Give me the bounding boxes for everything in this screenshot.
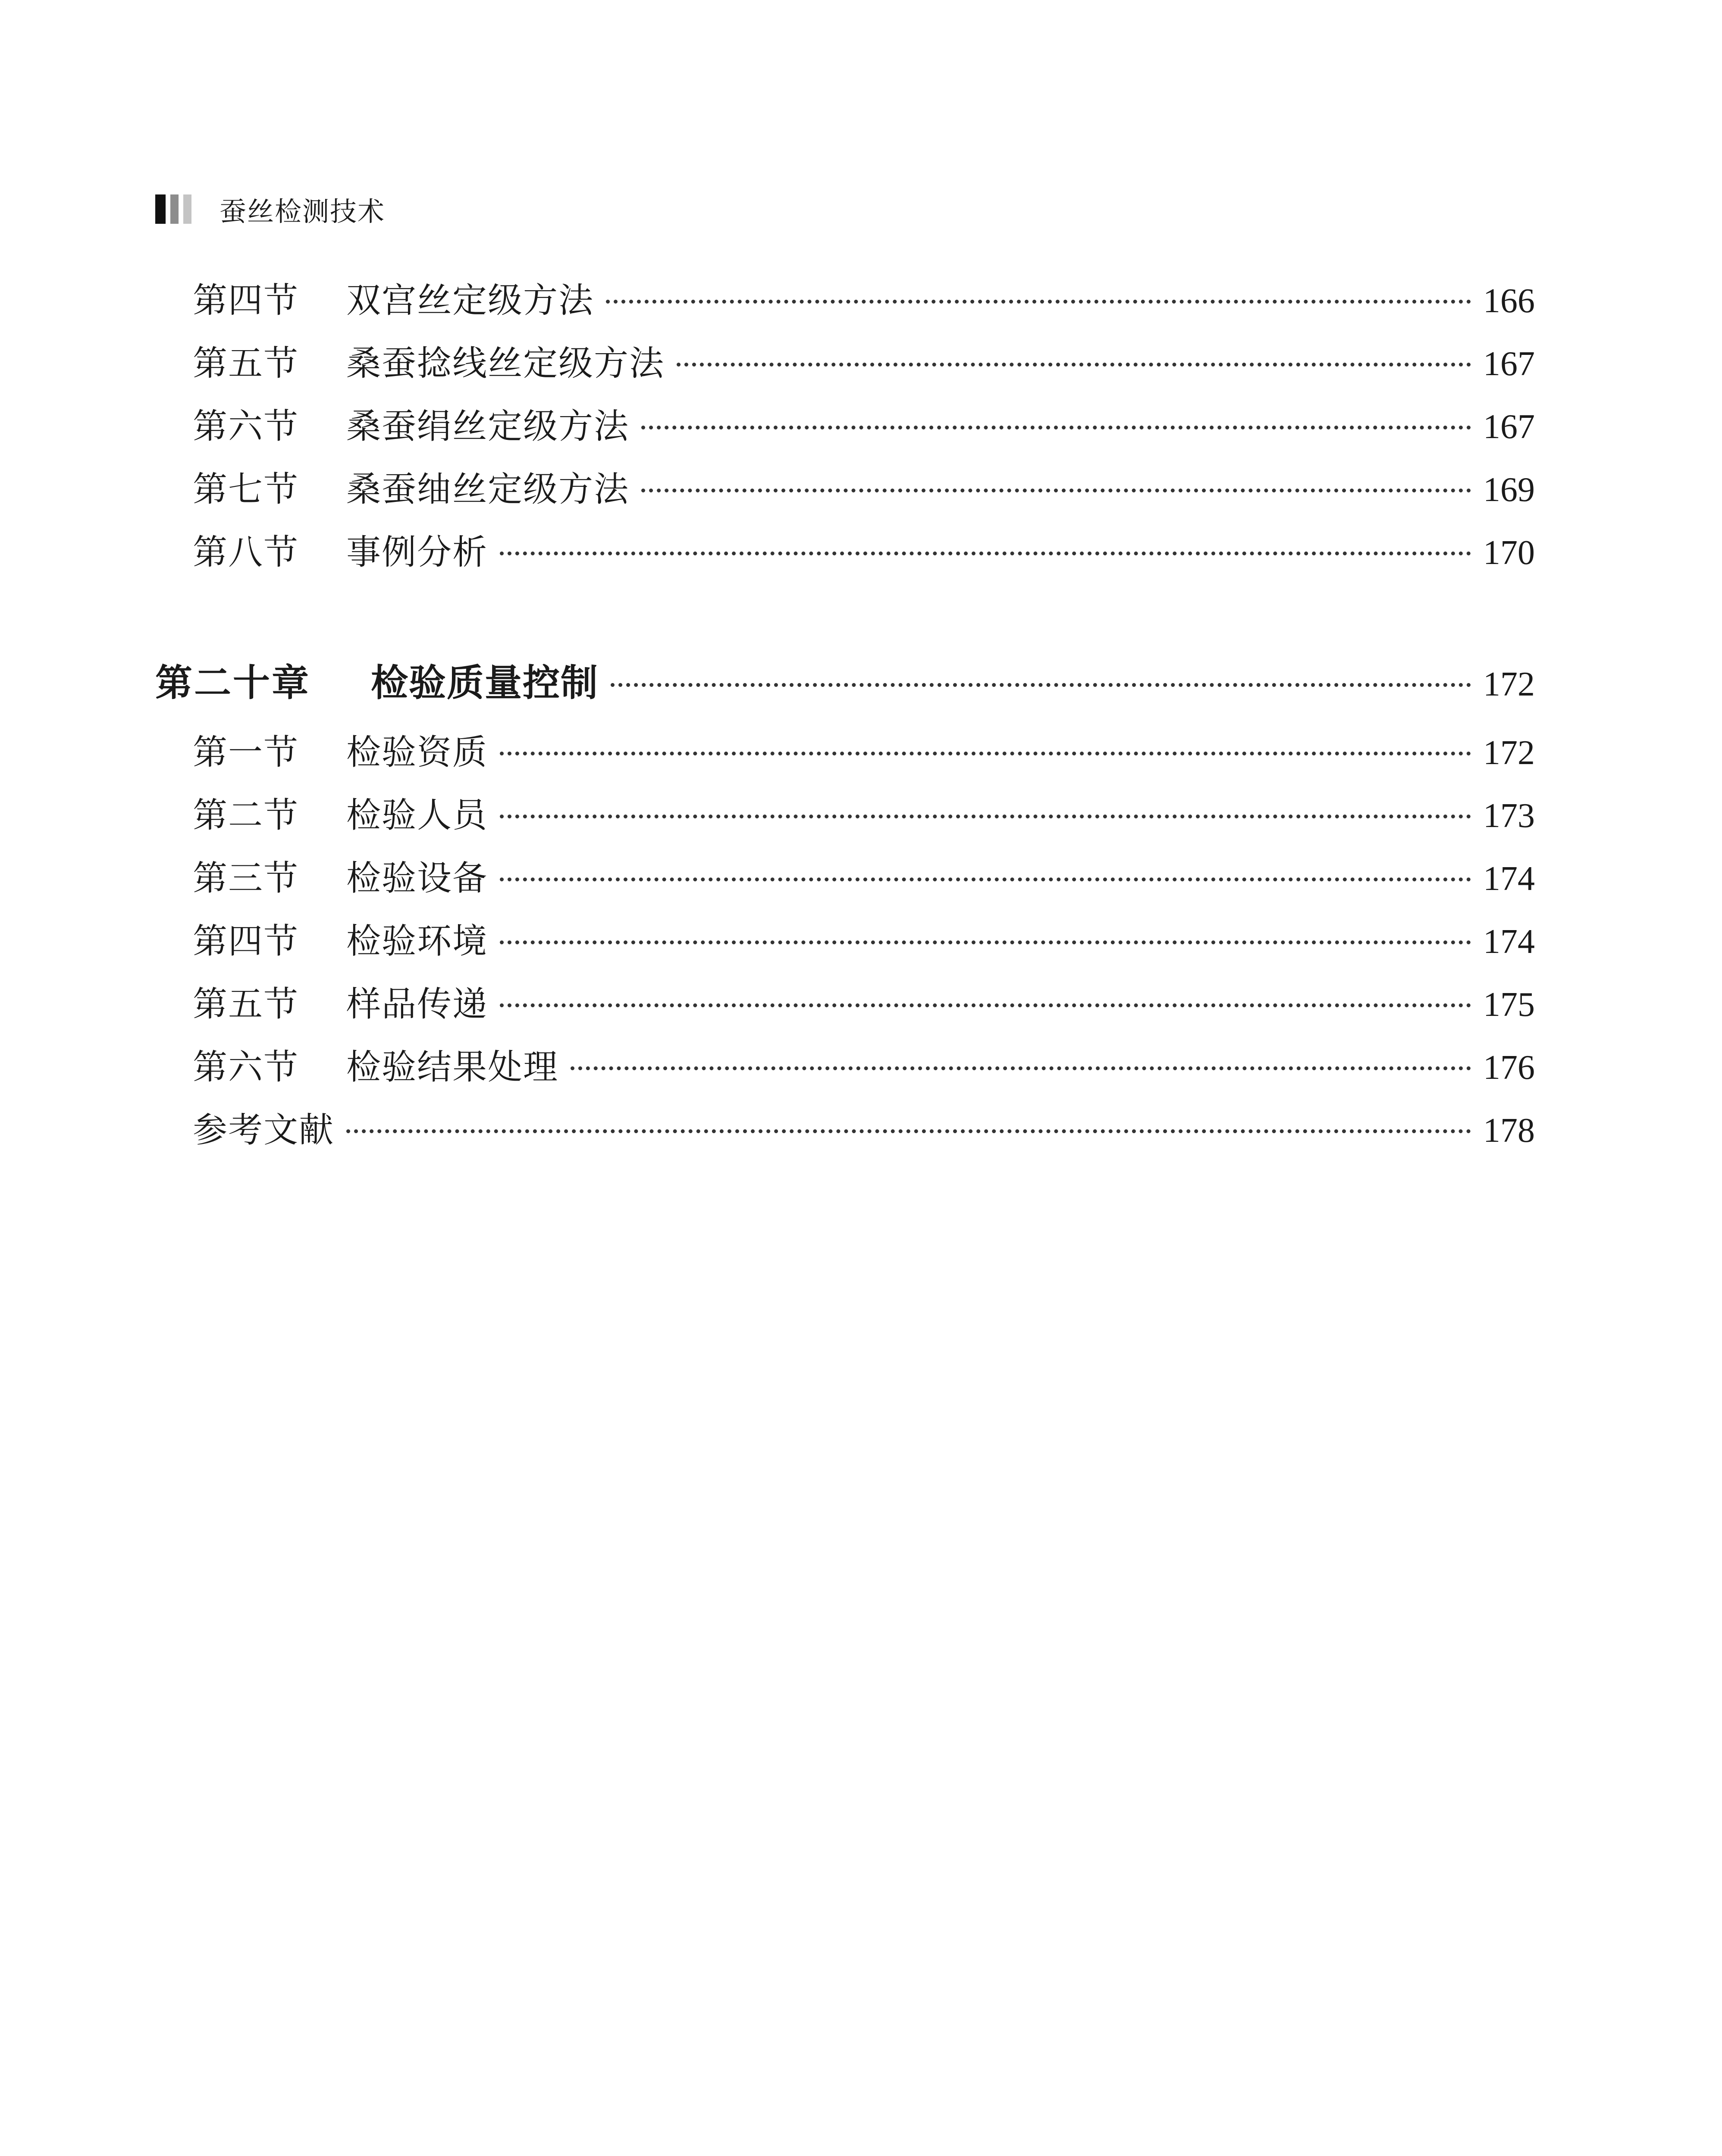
toc-entry-title: 桑蚕䌷丝定级方法	[346, 469, 629, 509]
toc-entry-title: 检验人员	[346, 795, 488, 835]
toc-entry-number: 第六节	[193, 1047, 299, 1087]
toc-entry-chapter-20[interactable]	[155, 653, 1535, 705]
dot-leader	[500, 552, 1471, 555]
toc-entry-number: 第五节	[193, 343, 299, 383]
toc-entry-section-4b[interactable]	[193, 913, 1535, 961]
dot-leader	[611, 683, 1471, 687]
toc-entry-section-6[interactable]	[193, 398, 1535, 446]
book-title: 蚕丝检测技术	[220, 195, 386, 227]
dot-leader	[500, 877, 1471, 881]
toc-entry-section-7[interactable]	[193, 461, 1535, 509]
toc-entry-number: 第六节	[193, 406, 299, 446]
toc-entry-title: 桑蚕捻线丝定级方法	[346, 343, 665, 383]
toc-entry-page: 176	[1483, 1049, 1535, 1087]
toc-entry-number: 第四节	[193, 921, 299, 961]
header-bar-dark	[155, 194, 166, 224]
toc-entry-page: 170	[1483, 534, 1535, 572]
toc-entry-number: 第四节	[193, 280, 299, 320]
toc-references-title: 参考文献	[193, 1110, 334, 1150]
toc-entry-title: 检验设备	[346, 858, 488, 898]
toc-entry-title: 样品传递	[346, 984, 488, 1024]
toc-entry-page: 167	[1483, 408, 1535, 446]
toc-chapter-number: 第二十章	[155, 661, 311, 705]
toc-entry-page: 166	[1483, 282, 1535, 320]
toc-entry-page: 174	[1483, 860, 1535, 898]
toc-entry-section-4[interactable]	[193, 273, 1535, 320]
toc-entry-section-1[interactable]	[193, 724, 1535, 772]
toc-entry-page: 169	[1483, 471, 1535, 509]
dot-leader	[641, 426, 1471, 429]
toc-entry-number: 第一节	[193, 732, 299, 772]
header-bar-light	[183, 194, 191, 224]
toc-entry-title: 双宫丝定级方法	[346, 280, 594, 320]
dot-leader	[346, 1129, 1471, 1133]
dot-leader	[677, 363, 1471, 367]
toc-chapter-title: 检验质量控制	[371, 661, 599, 705]
header-bar-mid	[170, 194, 179, 224]
toc-entry-section-5[interactable]	[193, 335, 1535, 383]
dot-leader	[500, 1003, 1471, 1007]
running-header	[155, 192, 385, 226]
toc-entry-page: 175	[1483, 986, 1535, 1024]
toc-entry-title: 事例分析	[346, 532, 488, 572]
dot-leader	[500, 752, 1471, 755]
dot-leader	[606, 300, 1471, 304]
toc-entry-page: 174	[1483, 923, 1535, 961]
toc-entry-section-5b[interactable]	[193, 976, 1535, 1024]
toc-entry-section-6b[interactable]	[193, 1039, 1535, 1087]
toc-entry-number: 第八节	[193, 532, 299, 572]
dot-leader	[571, 1066, 1471, 1070]
toc-entry-section-3[interactable]	[193, 850, 1535, 898]
toc-chapter-page: 172	[1483, 665, 1535, 703]
toc-entry-page: 172	[1483, 734, 1535, 772]
toc-references-page: 178	[1483, 1112, 1535, 1150]
toc-entry-title: 检验结果处理	[346, 1047, 558, 1087]
toc-entry-number: 第七节	[193, 469, 299, 509]
toc-entry-page: 167	[1483, 345, 1535, 383]
toc-entry-section-2[interactable]	[193, 787, 1535, 835]
toc-entry-title: 桑蚕绢丝定级方法	[346, 406, 629, 446]
toc-entry-title: 检验资质	[346, 732, 488, 772]
toc-entry-page: 173	[1483, 797, 1535, 835]
toc-entry-number: 第三节	[193, 858, 299, 898]
dot-leader	[500, 940, 1471, 944]
toc-entry-section-8[interactable]	[193, 524, 1535, 572]
toc-entry-title: 检验环境	[346, 921, 488, 961]
toc-entry-number: 第二节	[193, 795, 299, 835]
dot-leader	[500, 815, 1471, 818]
header-bars-icon	[155, 194, 196, 224]
toc-entry-number: 第五节	[193, 984, 299, 1024]
dot-leader	[641, 489, 1471, 492]
toc-entry-references[interactable]	[193, 1102, 1535, 1150]
